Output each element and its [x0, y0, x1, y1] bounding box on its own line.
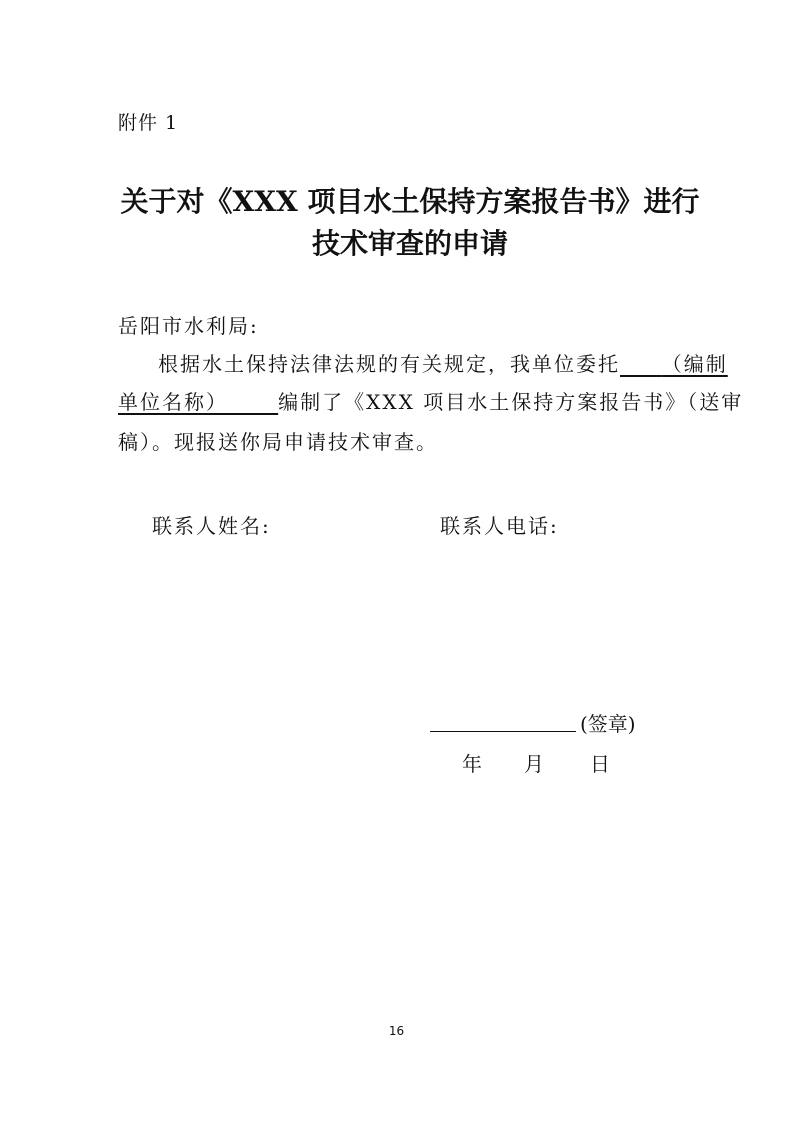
signature-line [430, 731, 576, 732]
page-number: 16 [388, 1024, 405, 1038]
contact-phone-label: 联系人电话: [440, 514, 559, 538]
body-line-1-text: 根据水土保持法律法规的有关规定，我单位委托 [158, 352, 620, 376]
contact-name-label: 联系人姓名: [152, 514, 271, 538]
fill-in-hint-1: （编制 [661, 352, 728, 376]
date-day-label: 日 [590, 752, 610, 776]
body-line-2-text: 编制了《XXX 项目水土保持方案报告书》（送审 [278, 390, 744, 414]
body-line-3: 稿）。现报送你局申请技术审查。 [118, 430, 438, 454]
body-line-2 [118, 386, 744, 415]
date-month-label: 月 [524, 752, 544, 776]
title-line-1: 关于对《XXX 项目水土保持方案报告书》进行 [120, 185, 700, 218]
seal-label: (签章) [580, 712, 636, 736]
fill-in-hint-2: 单位名称） [118, 390, 228, 414]
attachment-label: 附件 1 [118, 112, 179, 134]
addressee: 岳阳市水利局: [118, 314, 259, 338]
date-year-label: 年 [462, 752, 482, 776]
fill-in-blank-end [118, 390, 278, 414]
fill-in-blank-start [620, 352, 728, 376]
title-line-2: 技术审查的申请 [311, 227, 508, 260]
body-line-1 [118, 348, 753, 377]
